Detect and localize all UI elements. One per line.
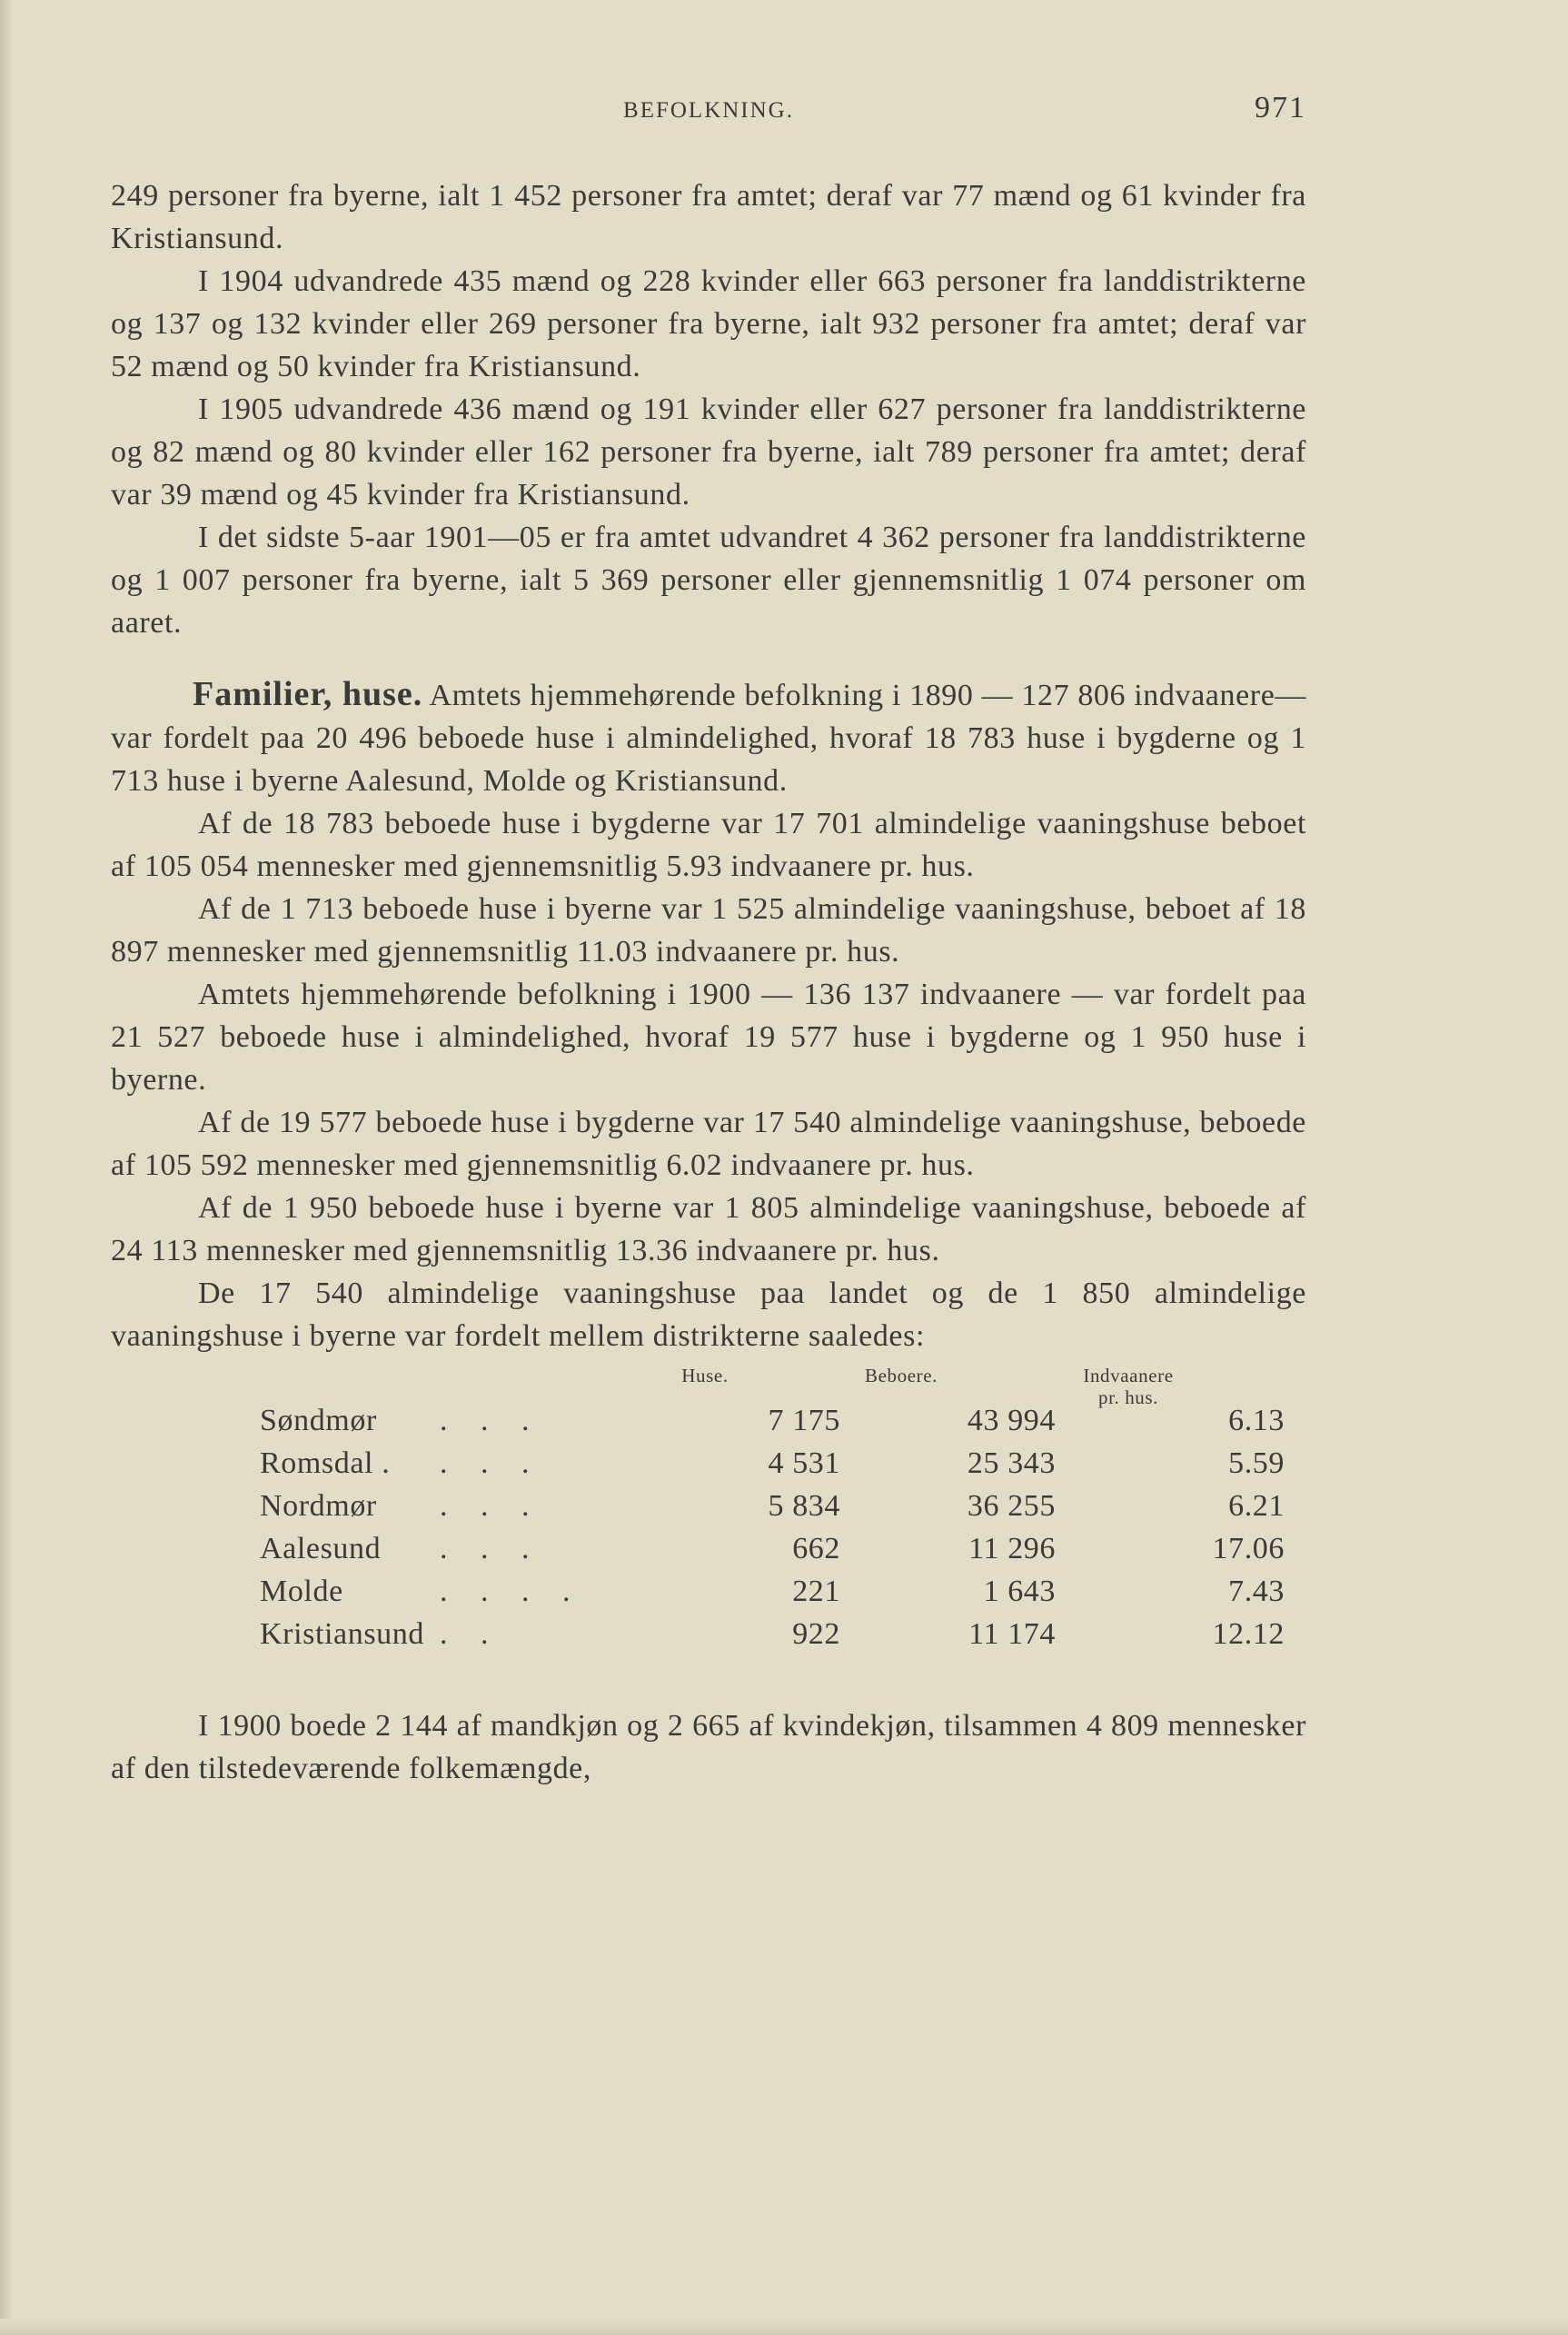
closing-paragraph: I 1900 boede 2 144 af mandkjøn og 2 665 af kvindekjøn, tilsammen 4 809 mennesker af den tilstedeværende folkemængde,: [111, 1709, 1306, 1785]
beboere-value: 43 994: [967, 1404, 1056, 1437]
page-number: 971: [1255, 91, 1306, 124]
leader-dots: . . .: [440, 1446, 542, 1480]
huse-value: 5 834: [768, 1489, 840, 1523]
column-header-indvaanere-line1: Indvaanere: [1083, 1365, 1174, 1386]
page-binding-edge: [0, 0, 13, 2335]
district-name: Aalesund: [260, 1532, 382, 1565]
district-name: Nordmør: [260, 1489, 377, 1523]
beboere-value: 1 643: [983, 1575, 1056, 1608]
leader-dots: . . .: [440, 1532, 542, 1565]
district-table: [111, 1359, 1306, 1704]
district-name: Søndmør: [260, 1404, 377, 1437]
paragraph: 249 personer fra byerne, ialt 1 452 personer fra amtet; deraf var 77 mænd og 61 kvinder fra Kristiansund.: [111, 179, 1306, 255]
beboere-value: 11 296: [968, 1532, 1056, 1565]
per-hus-value: 6.13: [1228, 1404, 1285, 1437]
paragraph: De 17 540 almindelige vaaningshuse paa landet og de 1 850 almindelige vaaningshuse i byerne var fordelt mellem distrikterne saaledes:: [111, 1277, 1306, 1353]
per-hus-value: 17.06: [1212, 1532, 1285, 1565]
district-name: Romsdal .: [260, 1446, 391, 1480]
district-name: Kristiansund: [260, 1617, 424, 1651]
per-hus-value: 7.43: [1228, 1575, 1285, 1608]
per-hus-value: 12.12: [1212, 1617, 1285, 1651]
paragraph: Af de 1 713 beboede huse i byerne var 1 525 almindelige vaaningshuse, beboet af 18 897 mennesker med gjennemsnitlig 11.03 indvaanere pr. hus.: [111, 892, 1306, 969]
column-header-huse: Huse.: [681, 1365, 729, 1386]
table-row: [111, 1527, 1306, 1570]
running-title: BEFOLKNING.: [623, 98, 794, 123]
leader-dots: . . .: [440, 1404, 542, 1437]
district-name: Molde: [260, 1575, 343, 1608]
page-header: [111, 89, 1306, 134]
table-row: [111, 1442, 1306, 1485]
section-intro-text: Amtets hjemmehørende befolkning i 1890 — 127 806 indvaanere— var fordelt paa 20 496 beboede huse i almindelighed, hvoraf 18 783 huse i bygderne og 1 713 huse i byerne Aalesund, Molde og Kristiansund.: [111, 679, 1306, 798]
paragraph: Amtets hjemmehørende befolkning i 1900 — 136 137 indvaanere — var fordelt paa 21 527 beboede huse i almindelighed, hvoraf 19 577 huse i bygderne og 1 950 huse i byerne.: [111, 978, 1306, 1097]
per-hus-value: 5.59: [1228, 1446, 1285, 1480]
paragraph: I 1904 udvandrede 435 mænd og 228 kvinder eller 663 personer fra landdistrikterne og 137 og 132 kvinder eller 269 personer fra byerne, ialt 932 personer fra amtet; deraf var 52 mænd og 50 kvinder fra Kristiansund.: [111, 264, 1306, 383]
leader-dots: . . .: [440, 1489, 542, 1523]
page-bottom-edge: [0, 2319, 1568, 2335]
leader-dots: . .: [440, 1617, 501, 1651]
huse-value: 922: [792, 1617, 840, 1651]
paragraph: Af de 18 783 beboede huse i bygderne var 17 701 almindelige vaaningshuse beboet af 105 054 mennesker med gjennemsnitlig 5.93 indvaanere pr. hus.: [111, 807, 1306, 883]
paragraph: I 1905 udvandrede 436 mænd og 191 kvinder eller 627 personer fra landdistrikterne og 82 mænd og 80 kvinder eller 162 personer fra byerne, ialt 789 personer fra amtet; deraf var 39 mænd og 45 kvinder fra Kristiansund.: [111, 392, 1306, 512]
section-intro: [111, 673, 1306, 802]
huse-value: 662: [792, 1532, 840, 1565]
leader-dots: . . . .: [440, 1575, 583, 1608]
huse-value: 7 175: [768, 1404, 840, 1437]
table-row: [111, 1485, 1306, 1527]
beboere-value: 25 343: [967, 1446, 1056, 1480]
per-hus-value: 6.21: [1228, 1489, 1285, 1523]
paragraph: Af de 19 577 beboede huse i bygderne var 17 540 almindelige vaaningshuse, beboede af 105 592 mennesker med gjennemsnitlig 6.02 indvaanere pr. hus.: [111, 1106, 1306, 1182]
huse-value: 221: [792, 1575, 840, 1608]
column-header-beboere: Beboere.: [864, 1365, 938, 1386]
table-row: [111, 1399, 1306, 1442]
paragraph: Af de 1 950 beboede huse i byerne var 1 805 almindelige vaaningshuse, beboede af 24 113 mennesker med gjennemsnitlig 13.36 indvaanere pr. hus.: [111, 1191, 1306, 1267]
huse-value: 4 531: [768, 1446, 840, 1480]
column-header-indvaanere-line2: pr. hus.: [1097, 1386, 1159, 1408]
table-row: [111, 1570, 1306, 1613]
beboere-value: 36 255: [967, 1489, 1056, 1523]
beboere-value: 11 174: [968, 1617, 1056, 1651]
page-body: [111, 174, 1306, 1790]
table-row: [111, 1613, 1306, 1655]
section-heading: Familier, huse.: [193, 675, 423, 713]
paragraph: I det sidste 5-aar 1901—05 er fra amtet udvandret 4 362 personer fra landdistrikterne og 1 007 personer fra byerne, ialt 5 369 personer eller gjennemsnitlig 1 074 personer om aaret.: [111, 521, 1306, 640]
